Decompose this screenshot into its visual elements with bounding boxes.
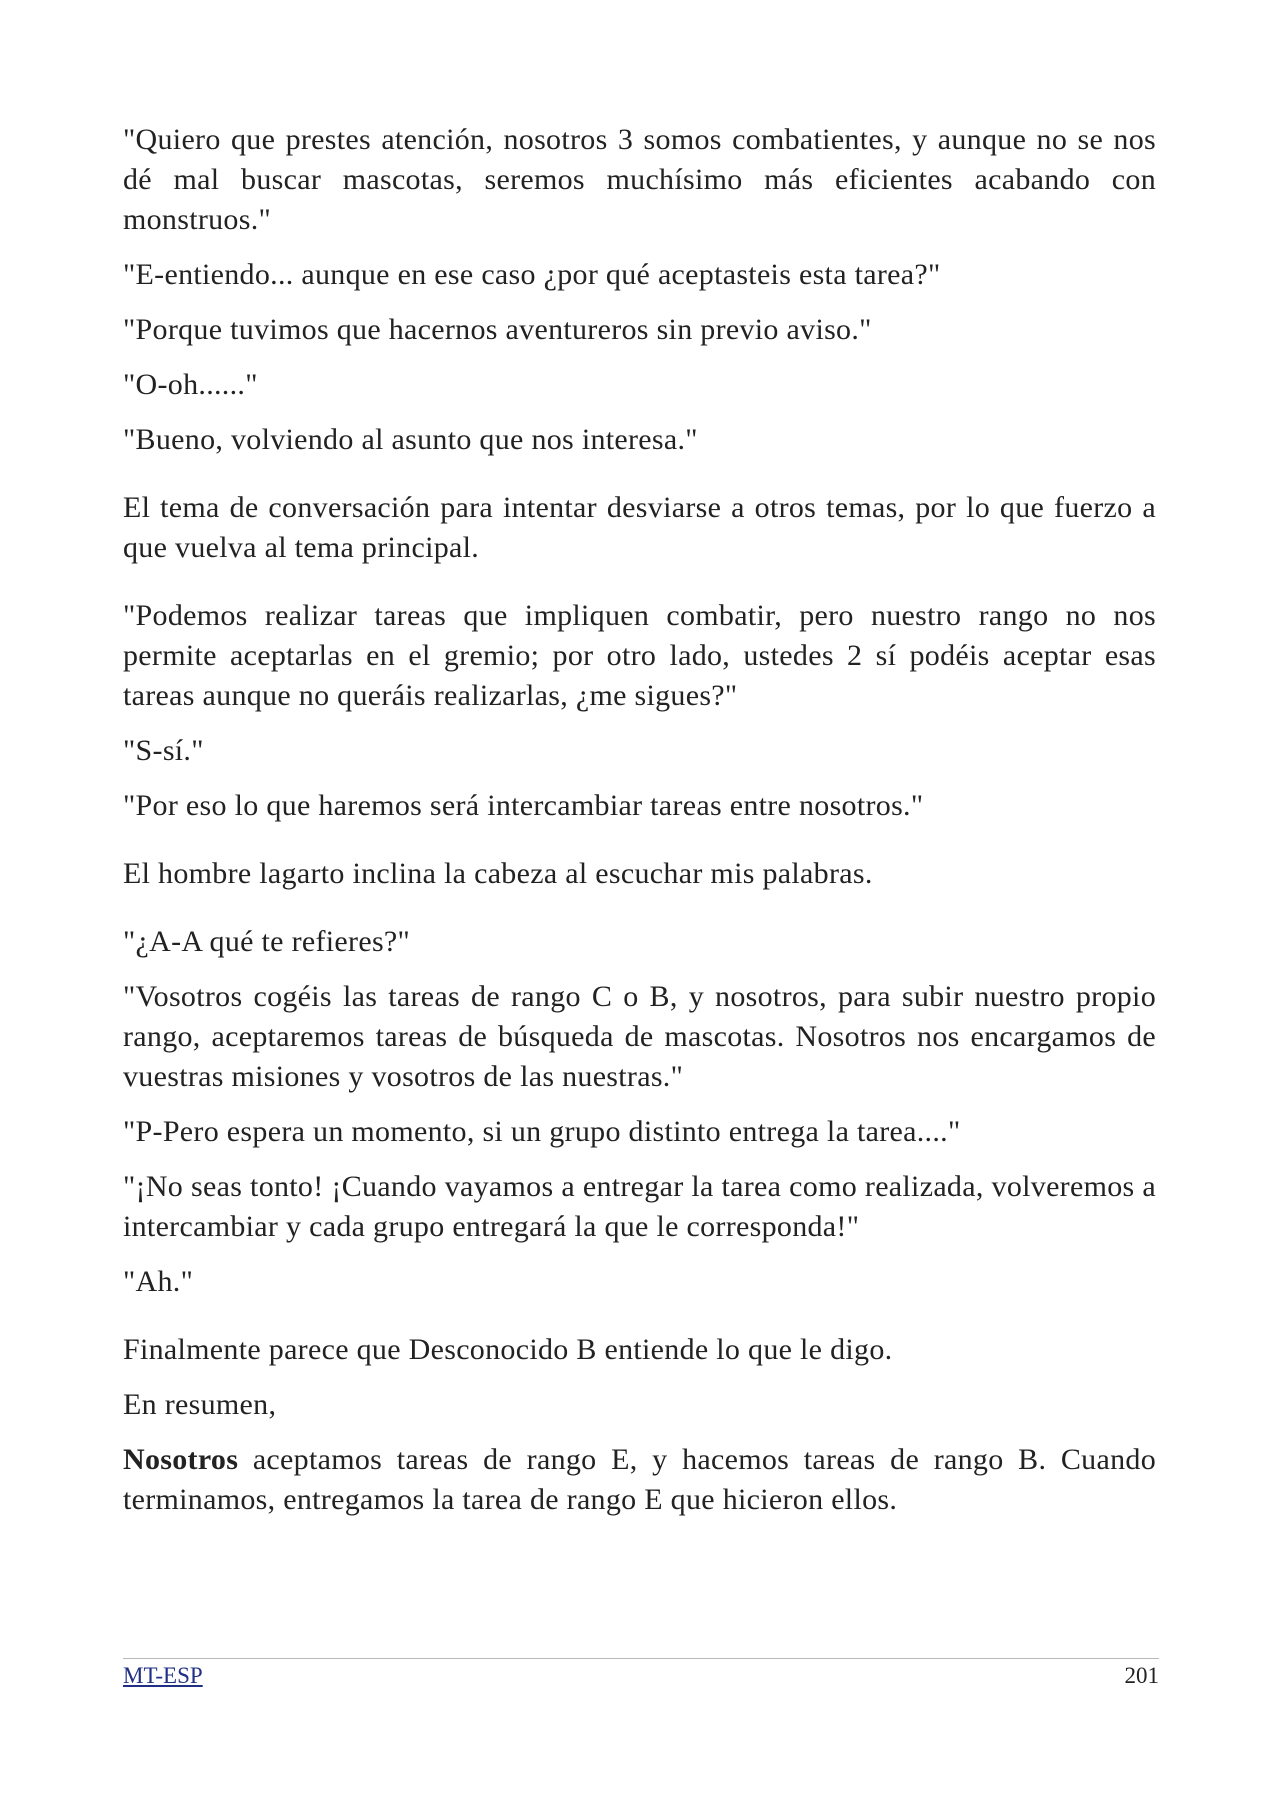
paragraph: "E-entiendo... aunque en ese caso ¿por qué aceptasteis esta tarea?" [123,258,941,291]
paragraph: Finalmente parece que Desconocido B entiende lo que le digo. [123,1333,893,1366]
footer-link[interactable]: MT-ESP [123,1663,203,1688]
paragraph: En resumen, [123,1388,277,1421]
paragraph: "O-oh......" [123,368,258,401]
paragraph: El tema de conversación para intentar desviarse a otros temas, por lo que fuerzo a que vuelva al tema principal. [123,491,1156,564]
paragraph: "Por eso lo que haremos será intercambiar tareas entre nosotros." [123,789,924,822]
paragraph: "Ah." [123,1265,194,1298]
paragraph: "S-sí." [123,734,204,767]
paragraph: "Vosotros cogéis las tareas de rango C o B, y nosotros, para subir nuestro propio rango, aceptaremos tareas de búsqueda de mascotas. Nosotros nos encargamos de vuestras misiones y vosotros de las nuestras." [123,980,1156,1093]
page-number: 201 [1124,1663,1159,1688]
paragraph-rest: aceptamos tareas de rango E, y hacemos tareas de rango B. Cuando terminamos, entregamos la tarea de rango E que hicieron ellos. [123,1443,1156,1516]
paragraph: El hombre lagarto inclina la cabeza al escuchar mis palabras. [123,857,873,890]
paragraph: "Porque tuvimos que hacernos aventureros sin previo aviso." [123,313,872,346]
bold-lead: Nosotros [123,1443,239,1476]
paragraph: "¿A-A qué te refieres?" [123,925,411,958]
page-body [123,120,1156,1535]
paragraph: "¡No seas tonto! ¡Cuando vayamos a entregar la tarea como realizada, volveremos a intercambiar y cada grupo entregará la que le corresponda!" [123,1170,1156,1243]
paragraph: "Bueno, volviendo al asunto que nos interesa." [123,423,698,456]
paragraph: "Quiero que prestes atención, nosotros 3 somos combatientes, y aunque no se nos dé mal buscar mascotas, seremos muchísimo más eficientes acabando con monstruos." [123,123,1156,236]
paragraph: "P-Pero espera un momento, si un grupo distinto entrega la tarea...." [123,1115,961,1148]
paragraph: "Podemos realizar tareas que impliquen combatir, pero nuestro rango no nos permite aceptarlas en el gremio; por otro lado, ustedes 2 sí podéis aceptar esas tareas aunque no queráis realizarlas, ¿me sigues?" [123,599,1156,712]
final-paragraph [123,1440,1156,1520]
page-footer [123,1658,1159,1693]
